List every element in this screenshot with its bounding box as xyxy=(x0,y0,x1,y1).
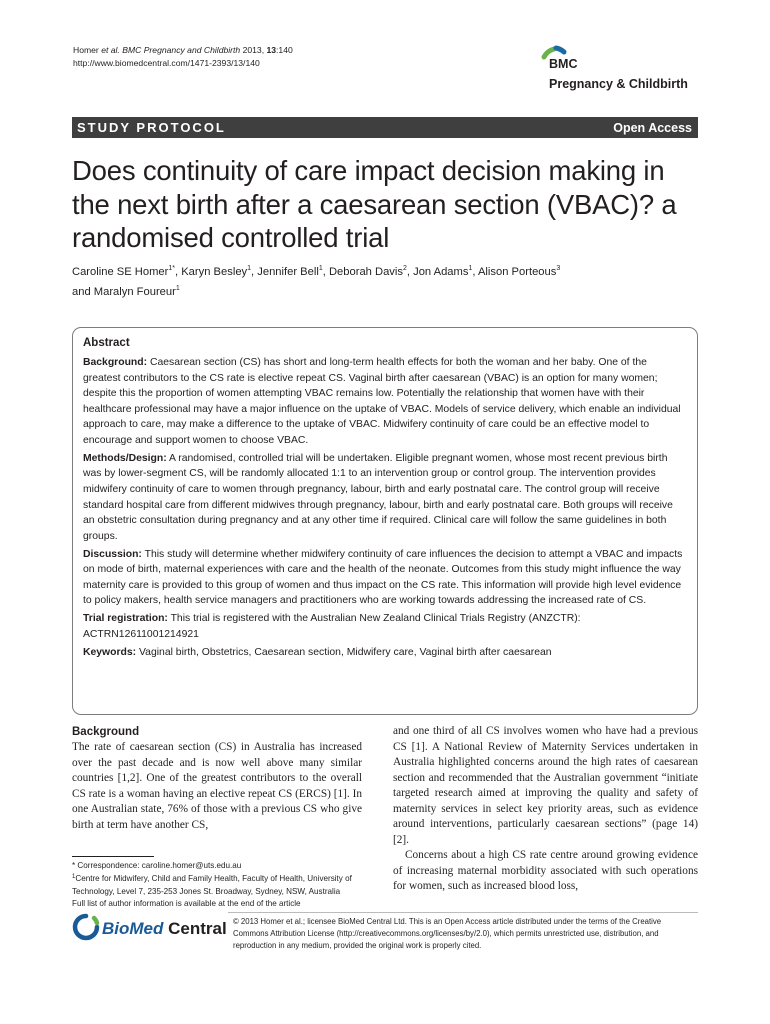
license-divider xyxy=(228,912,698,913)
author[interactable]: Jon Adams$^1$ xyxy=(413,265,473,278)
article-url[interactable]: http://www.biomedcentral.com/1471-2393/13/140 xyxy=(73,58,260,68)
author[interactable]: Caroline SE Homer$^{1*}$ xyxy=(72,265,175,278)
body-column-right xyxy=(393,724,698,895)
citation-line: Homer et al. BMC Pregnancy and Childbirth 2013, 13:140 xyxy=(73,45,293,55)
abstract-heading: Abstract xyxy=(83,337,130,349)
abstract-keywords: Keywords: Vaginal birth, Obstetrics, Caesarean section, Midwifery care, Vaginal birth after caesarean xyxy=(83,647,552,659)
article-type-label: STUDY PROTOCOL xyxy=(77,120,226,135)
author[interactable]: Deborah Davis$^2$ xyxy=(328,265,407,278)
body-column-left xyxy=(72,724,362,833)
abstract-methods: Methods/Design: A randomised, controlled trial will be undertaken. Eligible pregnant women, whose most recent previous birth was by lower-segment CS, will be randomly allocated 1:1 to an intervention group or control group. The intervention provides midwifery continuity of care to women through pregnancy, labour, birth and early postnatal care. The control group will receive standard hospital care from different midwives through pregnancy, labour, birth and early postnatal care. Both groups will receive an obstetric consultation during pregnancy and at any other time if required. Clinical care will follow the same guidelines in both groups. xyxy=(83,452,673,542)
author[interactable]: Jennifer Bell$^1$ xyxy=(257,265,323,278)
author-list: Caroline SE Homer$^{1*}$, Karyn Besley$^1$, Jennifer Bell$^1$, Deborah Davis$^2$, Jon Adams$^1$, Alison Porteous$^3$ and Maralyn Foureur$^1$ xyxy=(72,265,561,298)
biomed-central-logo: BioMed Central xyxy=(72,913,222,945)
abstract-discussion: Discussion: This study will determine whether midwifery continuity of care influences the decision to attempt a VBAC and impacts on mode of birth, maternal experiences with care and the health of the neonate. Outcomes from this study might influence the way maternity care is provided to this group of women and thus impact on the CS rate. This information will provide high level evidence to policy makers, health service managers and practitioners who are working towards addressing the increased rate of CS. xyxy=(83,548,683,607)
author[interactable]: Alison Porteous$^3$ xyxy=(477,265,561,278)
body-paragraph: Concerns about a high CS rate centre around growing evidence of increasing maternal morbidity associated with such operations for women, such as increased blood loss, xyxy=(393,849,698,892)
open-access-label: Open Access xyxy=(613,120,692,135)
author[interactable]: Karyn Besley$^1$ xyxy=(181,265,252,278)
author-info-note: Full list of author information is available at the end of the article xyxy=(72,899,301,909)
abstract-trial-registration: Trial registration: This trial is registered with the Australian New Zealand Clinical Trials Registry (ANZCTR): ACTRN12611001214921 xyxy=(83,613,581,640)
body-paragraph: The rate of caesarean section (CS) in Australia has increased over the past decade and is now well above many similar countries [1,2]. One of the greatest contributors to the overall CS rate is a woman having an elective repeat CS (ERCS) [1]. In one Australian state, 76% of those with a previous CS who give birth at term have another CS, xyxy=(72,741,362,831)
correspondence-email[interactable]: * Correspondence: caroline.homer@uts.edu.au xyxy=(72,861,242,870)
footnote xyxy=(72,860,372,911)
article-type-banner xyxy=(72,117,698,138)
biomed-central-swirl-icon xyxy=(72,913,100,943)
citation-header xyxy=(73,44,293,70)
affiliation: $^1$Centre for Midwifery, Child and Family Health, Faculty of Health, University of Technology, Level 7, 235-253 Jones St. Broadway, Sydney, NSW, Australia xyxy=(72,873,352,896)
abstract-box xyxy=(72,327,698,715)
journal-logo xyxy=(538,45,708,95)
license-text: © 2013 Homer et al.; licensee BioMed Central Ltd. This is an Open Access article distributed under the terms of the Creative Commons Attribution License (http://creativecommons.org/licenses/by/2.0), which permits unrestricted use, distribution, and reproduction in any medium, provided the original work is properly cited. xyxy=(233,917,662,950)
section-heading-background: Background xyxy=(72,726,140,738)
abstract-background: Background: Caesarean section (CS) has short and long-term health effects for both the woman and her baby. One of the greatest contributors to the CS rate is elective repeat CS. Vaginal birth after caesarean (VBAC) is an option for many women; despite this the proportion of women attempting VBAC remains low. Potentially the relationship that women have with their healthcare professional may have a major influence on the uptake of VBAC. Models of service delivery, which enable an individual approach to care, may make a difference to the uptake of VBAC. Midwifery continuity of care could be an effective model to encourage and support women to choose VBAC. xyxy=(83,357,681,446)
article-title: Does continuity of care impact decision making in the next birth after a caesarean section (VBAC)? a randomised controlled trial xyxy=(72,155,677,253)
body-paragraph: and one third of all CS involves women who have had a previous CS [1]. A National Review of Maternity Services undertaken in Australia highlighted concerns around the high rates of caesarean section and recommended that the Australian government “initiate targeted research aimed at improving the quality and safety of maternity services in select key priority areas, such as evidence around interventions, particularly caesarean sections” (page 14) [2]. xyxy=(393,725,698,846)
footnote-divider xyxy=(72,856,154,857)
journal-logo-bmc: BMC xyxy=(549,57,578,71)
journal-logo-name: Pregnancy & Childbirth xyxy=(549,77,688,91)
author[interactable]: Maralyn Foureur$^1$ xyxy=(93,285,180,298)
